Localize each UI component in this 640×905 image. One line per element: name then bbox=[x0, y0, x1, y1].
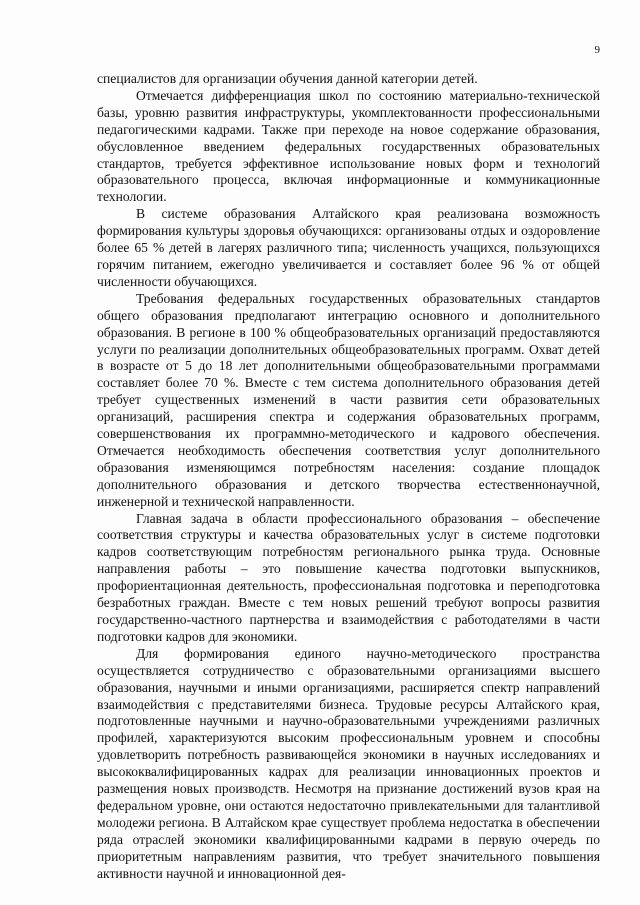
body-text bbox=[97, 71, 600, 883]
paragraph-schools-differentiation: Отмечается дифференциация школ по состоянию материально-технической базы, уровню развития инфраструктуры, укомплектованности профессиональными педагогическими кадрами. Также при переходе на новое содержание образования, обусловленное введением федеральных государственных образовательных стандартов, требуется эффективное использование новых форм и технологий образовательного процесса, включая информационные и коммуникационные технологии. bbox=[97, 87, 600, 205]
paragraph-health-culture: В системе образования Алтайского края реализована возможность формирования культуры здоровья обучающихся: организованы отдых и оздоровление более 65 % детей в лагерях различного типа; численность учащихся, пользующихся горячим питанием, ежегодно увеличивается и составляет более 96 % от общей численности обучающихся. bbox=[97, 206, 600, 289]
paragraph-continuation: специалистов для организации обучения данной категории детей. bbox=[97, 71, 478, 86]
paragraph-additional-education: Требования федеральных государственных образовательных стандартов общего образования предполагают интеграцию основного и дополнительного образования. В регионе в 100 % общеобразовательных организаций предоставляются услуги по реализации дополнительных общеобразовательных программ. Охват детей в возрасте от 5 до 18 лет дополнительными общеобразовательными программами составляет более 70 %. Вместе с тем система дополнительного образования детей требует существенных изменений в части развития сети образовательных организаций, расширения спектра и содержания образовательных программ, совершенствования их программно-методического и кадрового обеспечения. Отмечается необходимость обеспечения соответствия услуг дополнительного образования изменяющимся потребностям населения: создание площадок дополнительного образования и детского творчества естественнонаучной, инженерной и технической направленности. bbox=[97, 290, 600, 509]
page-number: 9 bbox=[594, 44, 600, 56]
paragraph-scientific-methodical-space: Для формирования единого научно-методического пространства осуществляется сотрудничество с образовательными организациями высшего образования, научными и иными организациями, расширяется спектр направлений взаимодействия с представителями бизнеса. Трудовые ресурсы Алтайского края, подготовленные научными и научно-образовательными учреждениями различных профилей, характеризуются высоким профессиональным уровнем и способны удовлетворить потребность развивающейся экономики в научных исследованиях и высококвалифицированных кадрах для реализации инновационных проектов и размещения новых производств. Несмотря на признание достижений вузов края на федеральном уровне, они остаются недостаточно привлекательными для талантливой молодежи региона. В Алтайском крае существует проблема недостатка в обеспечении ряда отраслей экономики квалифицированными кадрами в первую очередь по приоритетным направлениям развития, что требует значительного повышения активности научной и инновационной дея- bbox=[97, 645, 600, 881]
paragraph-professional-education: Главная задача в области профессионального образования – обеспечение соответствия структуры и качества образовательных услуг в системе подготовки кадров соответствующим потребностям регионального рынка труда. Основные направления работы – это повышение качества подготовки выпускников, профориентационная деятельность, профессиональная подготовка и переподготовка безработных граждан. Вместе с тем новых решений требуют вопросы развития государственно-частного партнерства и взаимодействия с работодателями в части подготовки кадров для экономики. bbox=[97, 510, 600, 644]
